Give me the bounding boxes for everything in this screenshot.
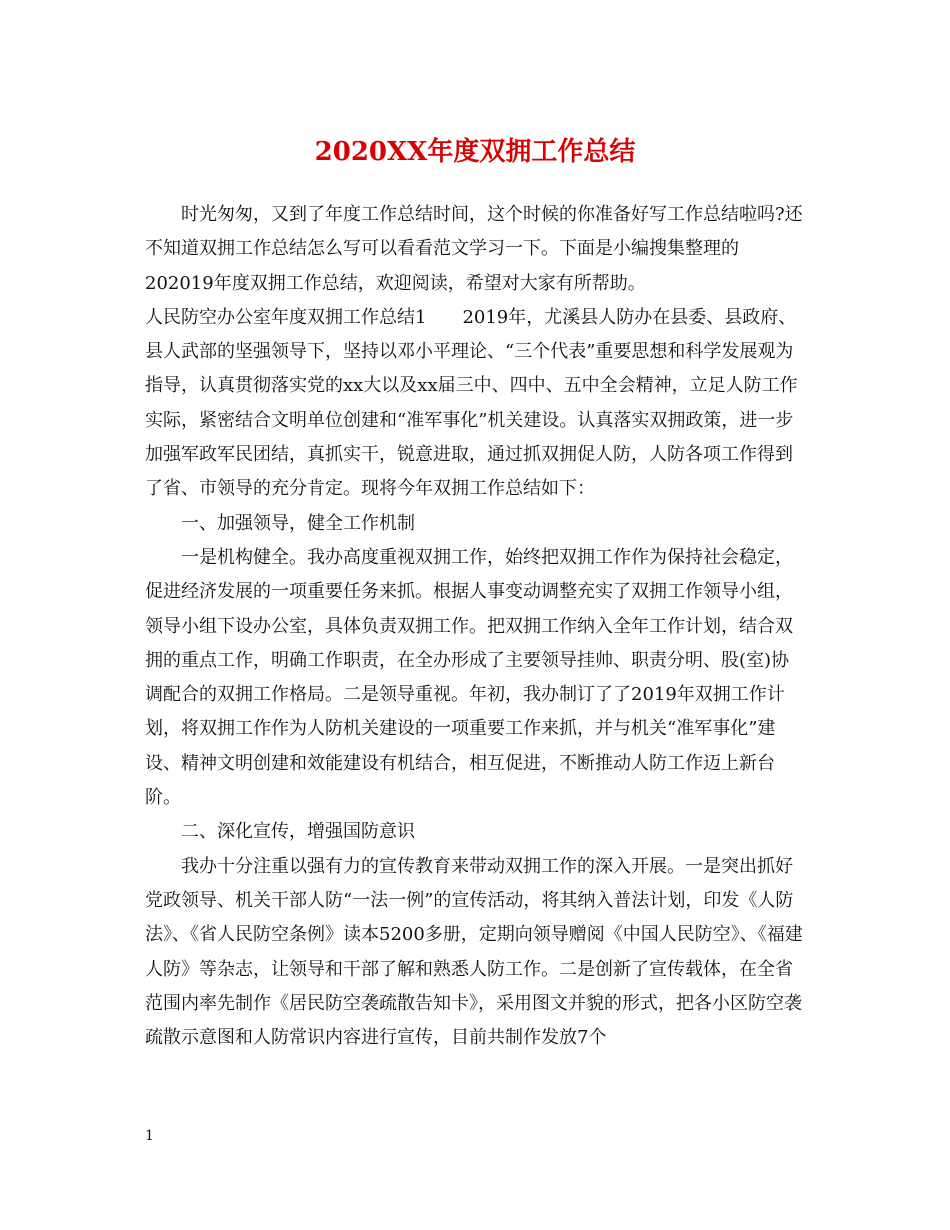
section-heading-2: 二、深化宣传，增强国防意识: [181, 821, 415, 843]
report-opening-paragraph: 人民防空办公室年度双拥工作总结1 2019年，尤溪县人防办在县委、县政府、县人武部的坚强领导下，坚持以邓小平理论、“三个代表”重要思想和科学发展观为指导，认真贯彻落实党的xx大以及xx届三中、四中、五中全会精神，立足人防工作实际，紧密结合文明单位创建和“准军事化”机关建设。认真落实双拥政策，进一步加强军政军民团结，真抓实干，锐意进取，通过抓双拥促人防，人防各项工作得到了省、市领导的充分肯定。现将今年双拥工作总结如下：: [145, 306, 798, 500]
section-2-paragraph: 我办十分注重以强有力的宣传教育来带动双拥工作的深入开展。一是突出抓好党政领导、机关干部人防“一法一例”的宣传活动，将其纳入普法计划，印发《人防法》、《省人民防空条例》读本5200多册，定期向领导赠阅《中国人民防空》、《福建人防》等杂志，让领导和干部了解和熟悉人防工作。二是创新了宣传载体，在全省范围内率先制作《居民防空袭疏散告知卡》，采用图文并貌的形式，把各小区防空袭疏散示意图和人防常识内容进行宣传，目前共制作发放7个: [145, 855, 803, 1049]
section-heading-1: 一、加强领导，健全工作机制: [181, 512, 415, 534]
document-body: [145, 198, 805, 1055]
document-title: 2020XX年度双拥工作总结: [314, 137, 636, 167]
intro-paragraph: 时光匆匆，又到了年度工作总结时间，这个时候的你准备好写工作总结啦吗?还不知道双拥工作总结怎么写可以看看范文学习一下。下面是小编搜集整理的202019年度双拥工作总结，欢迎阅读，希望对大家有所帮助。: [145, 204, 803, 294]
section-1-paragraph: 一是机构健全。我办高度重视双拥工作，始终把双拥工作作为保持社会稳定，促进经济发展的一项重要任务来抓。根据人事变动调整充实了双拥工作领导小组，领导小组下设办公室，具体负责双拥工作。把双拥工作纳入全年工作计划，结合双拥的重点工作，明确工作职责，在全办形成了主要领导挂帅、职责分明、股(室)协调配合的双拥工作格局。二是领导重视。年初，我办制订了了2019年双拥工作计划，将双拥工作作为人防机关建设的一项重要工作来抓，并与机关“准军事化”建设、精神文明创建和效能建设有机结合，相互促进，不断推动人防工作迈上新台阶。: [145, 546, 793, 809]
page-number: 1: [145, 1128, 154, 1144]
